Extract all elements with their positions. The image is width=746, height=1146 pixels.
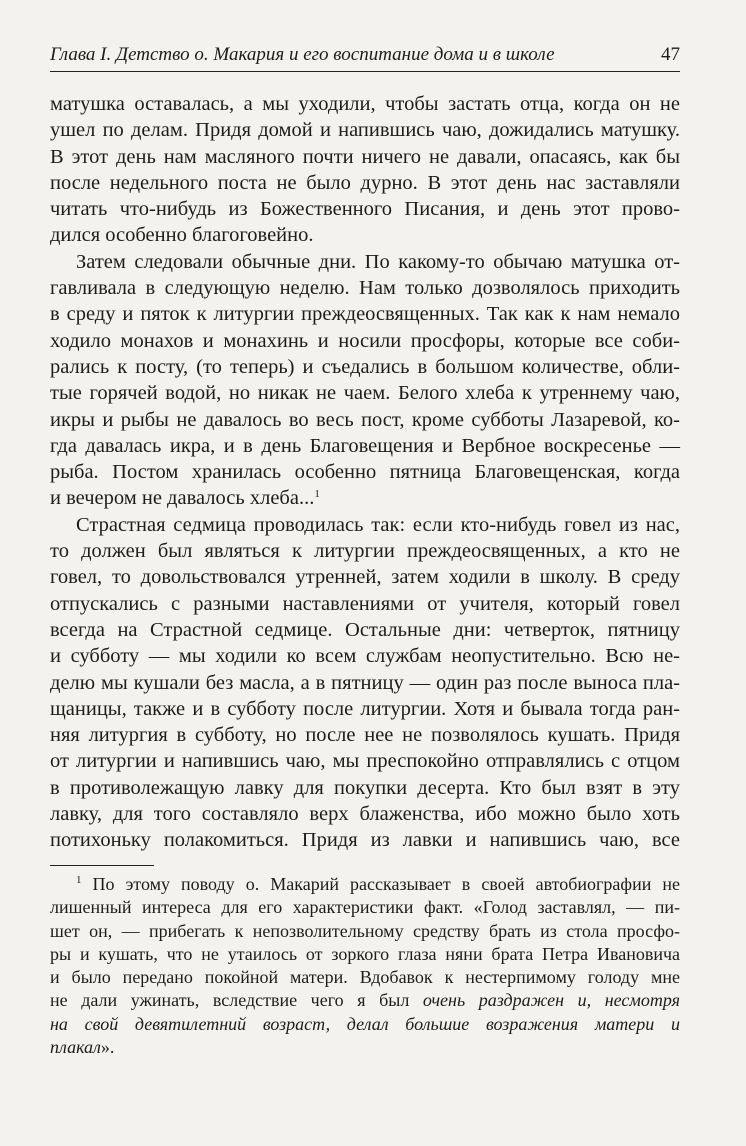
text-line: В этот день нам масляного почти ничего не давали, опасаясь, как бы xyxy=(50,145,680,168)
header-rule xyxy=(50,71,680,72)
text-line: матушка оставалась, а мы уходили, чтобы застать отца, когда он не xyxy=(50,93,680,115)
page-number: 47 xyxy=(661,44,680,65)
footnote-line-content: По этому поводу о. Макарий рассказывает в своей автобиографии не xyxy=(92,874,680,894)
text-line: и субботу — мы ходили ко всем службам неопустительно. Всю не- xyxy=(50,645,680,668)
text-line: делю мы кушали без масла, а в пятницу — один раз после выноса пла- xyxy=(50,671,680,694)
footnote-line xyxy=(50,989,680,1012)
footnote-line: шет он, — прибегать к непозволительному средству брать из стола просфо- xyxy=(50,920,680,941)
text-line: то должен был являться к литургии преждеосвященных, а кто не xyxy=(50,540,680,563)
text-line: ушел по делам. Придя домой и напившись чаю, дожидались матушку. xyxy=(50,119,680,142)
text-line: дился особенно благоговейно. xyxy=(50,224,314,247)
text-line: в среду и пяток к литургии преждеосвященных. Так как к нам немало xyxy=(50,303,680,326)
footnote xyxy=(50,873,680,1059)
text-line: щаницы, также и в субботу после литургии. Хотя и бывала тогда ран- xyxy=(50,697,680,720)
footnote-line: на свой девятилетний возраст, делал большие возражения матери и xyxy=(50,1013,680,1034)
footnote-line: и было передано покойной матери. Вдобавок к нестерпимому голоду мне xyxy=(50,967,680,988)
footnote-line: ры и кушать, что не утаилось от зоркого глаза няни брата Петра Ивановича xyxy=(50,943,680,964)
text-line: Страстная седмица проводилась так: если кто-нибудь говел из нас, xyxy=(76,513,680,536)
text-line-content: и вечером не давалось хлеба... xyxy=(50,487,315,510)
footnote-line xyxy=(50,1036,680,1059)
text-line: потихоньку полакомиться. Придя из лавки и напившись чаю, все xyxy=(50,829,680,852)
text-line: тые горячей водой, но никак не чаем. Белого хлеба к утреннему чаю, xyxy=(50,382,680,405)
text-line xyxy=(50,485,680,511)
footnote-marker: 1 xyxy=(76,874,82,886)
text-line: рыба. Постом хранилась особенно пятница Благовещенская, когда xyxy=(50,461,680,484)
text-line: няя литургия в субботу, но после нее не позволялось кушать. Придя xyxy=(50,724,680,747)
text-line: лавку, для того составляло верх блаженства, ибо можно было хоть xyxy=(50,803,680,826)
text-line: рались к посту, (то теперь) и съедались в большом количестве, обли- xyxy=(50,355,680,378)
footnote-rule xyxy=(50,865,154,866)
text-line: отпускались с разными наставлениями от учителя, который говел xyxy=(50,592,680,615)
running-header xyxy=(50,44,680,66)
text-line: от литургии и напившись чаю, мы преспокойно отправлялись с отцом xyxy=(50,750,680,773)
text-line: в противолежащую лавку для покупки десерта. Кто был взят в эту xyxy=(50,776,680,799)
footnote-closing: ». xyxy=(100,1037,115,1058)
text-line: Затем следовали обычные дни. По какому-то обычаю матушка от- xyxy=(76,250,680,273)
text-line: всегда на Страстной седмице. Остальные дни: четверток, пятницу xyxy=(50,618,680,641)
footnote-reference: 1 xyxy=(314,488,320,501)
footnote-line xyxy=(50,873,680,896)
footnote-line-content: не дали ужинать, вследствие чего я был xyxy=(50,990,423,1011)
main-text xyxy=(50,91,680,854)
text-line: читать что-нибудь из Божественного Писания, и день этот прово- xyxy=(50,198,680,221)
text-line: гда давалась икра, и в день Благовещения и Вербное воскресенье — xyxy=(50,434,680,457)
text-line: гавливала в следующую неделю. Нам только дозволялось приходить xyxy=(50,277,680,300)
footnote-line: лишенный интереса для его характеристики факт. «Голод заставлял, — пи- xyxy=(50,897,680,918)
text-line: после недельного поста не было дурно. В этот день нас заставляли xyxy=(50,171,680,194)
text-line: икры и рыбы не давалось во весь пост, кроме субботы Лазаревой, ко- xyxy=(50,408,680,431)
chapter-title: Глава I. Детство о. Макария и его воспитание дома и в школе xyxy=(50,44,555,65)
text-line: ходило монахов и монахинь и носили просфоры, которые все соби- xyxy=(50,329,680,352)
footnote-italic-text: плакал xyxy=(50,1037,101,1058)
footnote-italic-text: очень раздражен и, несмотря xyxy=(422,990,680,1011)
text-line: говел, то довольствовался утренней, затем ходили в школу. В среду xyxy=(50,566,680,589)
